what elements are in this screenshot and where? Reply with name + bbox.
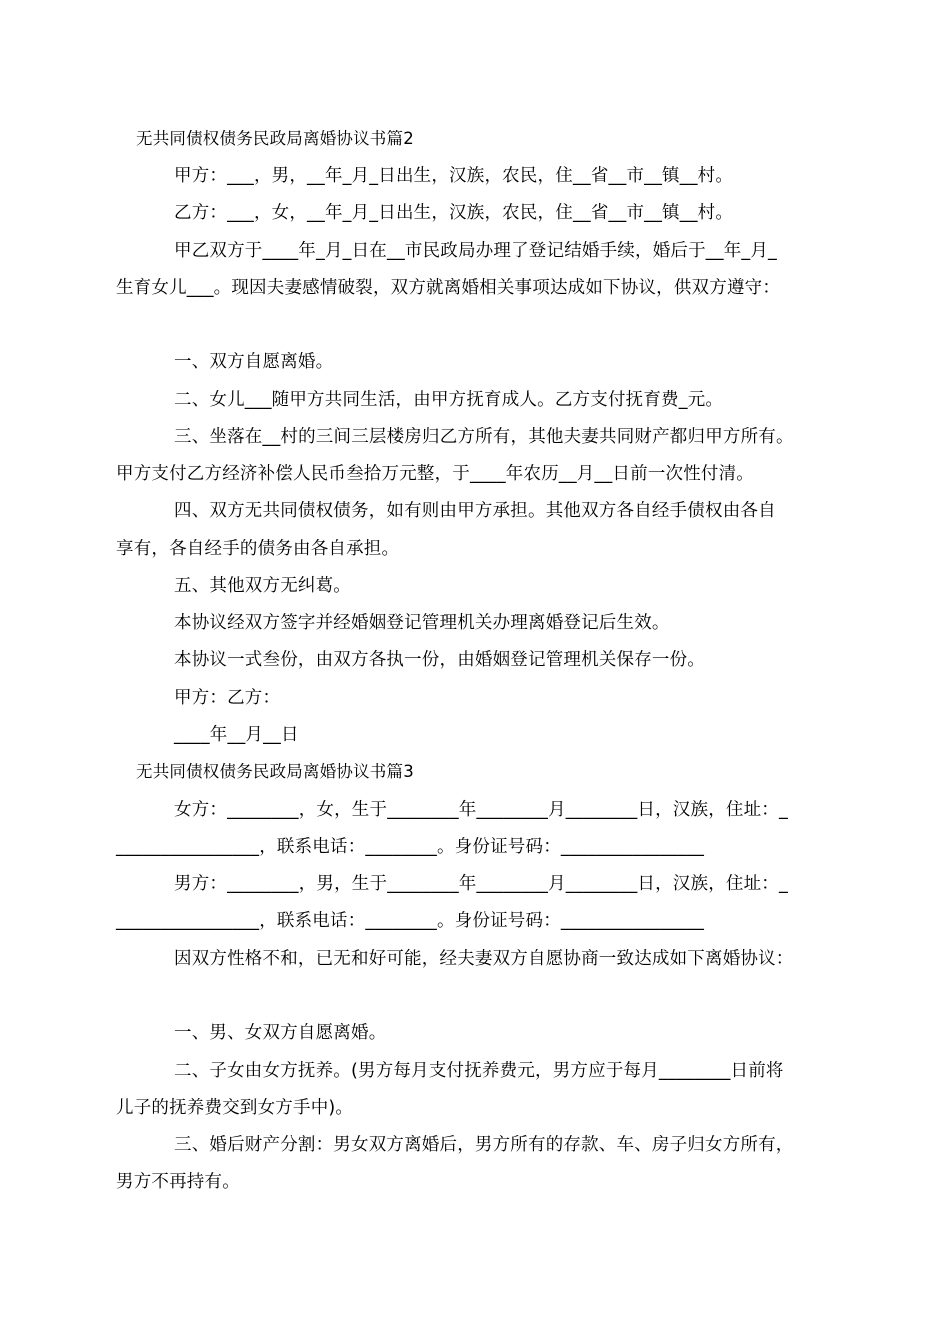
paragraph-line: 生育女儿___。现因夫妻感情破裂，双方就离婚相关事项达成如下协议，供双方遵守： (116, 278, 781, 298)
clause-2: 二、子女由女方抚养。(男方每月支付抚养费元，男方应于每月________日前将 (174, 1061, 784, 1081)
clause-4: 四、双方无共同债权债务，如有则由甲方承担。其他双方各自经手债权由各自 (174, 501, 776, 521)
clause-3: 三、坐落在__村的三间三层楼房归乙方所有，其他夫妻共同财产都归甲方所有。 (174, 427, 794, 447)
paragraph-line: ________________，联系电话：________。身份证号码：________________ (116, 837, 705, 857)
paragraph-line: 甲方支付乙方经济补偿人民币叁拾万元整，于____年农历__月__日前一次性付清。 (116, 464, 754, 484)
party-b-info: 乙方：___，女，__年_月_日出生，汉族，农民，住__省__市__镇__村。 (174, 203, 734, 223)
party-a-info: 甲方：___，男，__年_月_日出生，汉族，农民，住__省__市__镇__村。 (174, 166, 734, 186)
female-party-info: 女方：________，女，生于________年________月________日，汉族，住址：_ (174, 800, 788, 820)
signature-line: 甲方：乙方： (174, 688, 281, 708)
paragraph-line: 甲乙双方于____年_月_日在__市民政局办理了登记结婚手续，婚后于__年_月_ (174, 241, 777, 261)
male-party-info: 男方：________，男，生于________年________月________日，汉族，住址：_ (174, 874, 788, 894)
date-line: ____年__月__日 (174, 725, 299, 745)
paragraph-line: 本协议一式叁份，由双方各执一份，由婚姻登记管理机关保存一份。 (174, 650, 705, 670)
clause-5: 五、其他双方无纠葛。 (174, 576, 351, 596)
section-title-2: 无共同债权债务民政局离婚协议书篇2 (136, 129, 414, 148)
paragraph-line: ________________，联系电话：________。身份证号码：________________ (116, 911, 705, 931)
paragraph-line: 儿子的抚养费交到女方手中)。 (116, 1098, 354, 1118)
clause-1: 一、男、女双方自愿离婚。 (174, 1023, 387, 1043)
clause-3: 三、婚后财产分割：男女双方离婚后，男方所有的存款、车、房子归女方所有， (174, 1135, 794, 1155)
paragraph-line: 男方不再持有。 (116, 1172, 240, 1192)
clause-1: 一、双方自愿离婚。 (174, 352, 334, 372)
paragraph-line: 本协议经双方签字并经婚姻登记管理机关办理离婚登记后生效。 (174, 613, 670, 633)
section-title-3: 无共同债权债务民政局离婚协议书篇3 (136, 762, 414, 781)
paragraph-line: 享有，各自经手的债务由各自承担。 (116, 539, 400, 559)
clause-2: 二、女儿___随甲方共同生活，由甲方抚育成人。乙方支付抚育费_元。 (174, 390, 724, 410)
paragraph-line: 因双方性格不和，已无和好可能，经夫妻双方自愿协商一致达成如下离婚协议： (174, 949, 794, 969)
